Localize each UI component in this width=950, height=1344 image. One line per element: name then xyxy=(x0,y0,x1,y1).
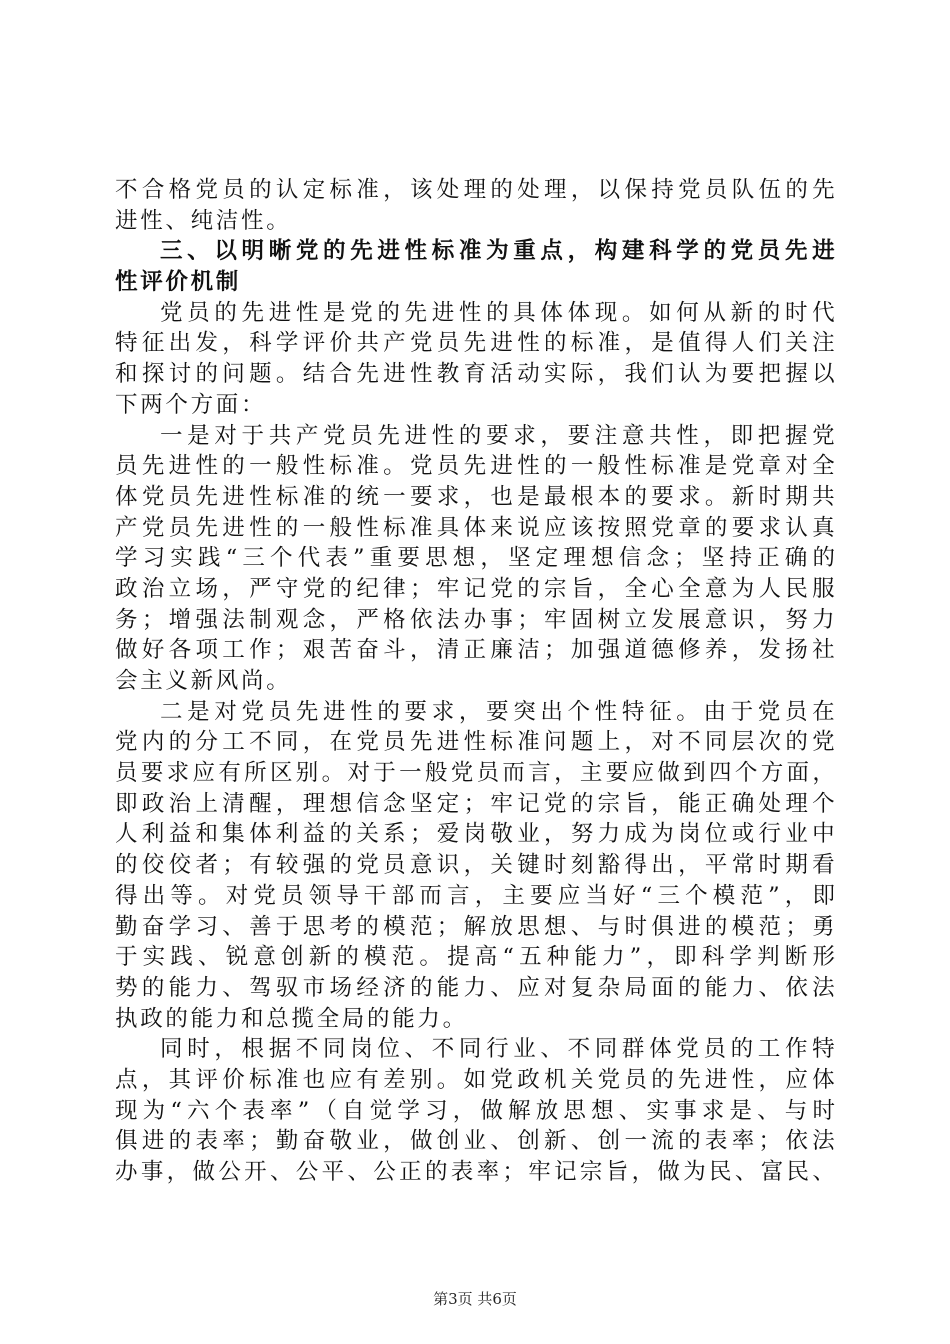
paragraph-line: 务 ； 增 强 法 制 观 念 ， 严 格 依 法 办 事 ； 牢 固 树 立 发 展 意 识 ， 努 力 xyxy=(115,606,835,633)
paragraph-line: 做 好 各 项 工 作 ； 艰 苦 奋 斗 ， 清 正 廉 洁 ； 加 强 道 德 修 养 ， 发 扬 社 xyxy=(115,637,835,664)
paragraph-line: 体 党 员 先 进 性 标 准 的 统 一 要 求 ， 也 是 最 根 本 的 要 求 。 新 时 期 共 xyxy=(115,483,835,510)
paragraph-line: 俱 进 的 表 率 ； 勤 奋 敬 业 ， 做 创 业 、 创 新 、 创 一 流 的 表 率 ； 依 法 xyxy=(115,1128,835,1155)
paragraph-line: 下两个方面： xyxy=(115,391,267,418)
paragraph-line: 一 是 对 于 共 产 党 员 先 进 性 的 要 求 ， 要 注 意 共 性 ， 即 把 握 党 xyxy=(160,422,835,449)
paragraph-line: 党 员 的 先 进 性 是 党 的 先 进 性 的 具 体 体 现 。 如 何 从 新 的 时 代 xyxy=(160,299,835,326)
page-footer: 第3页 共6页 xyxy=(433,1290,517,1308)
paragraph-line: 二 是 对 党 员 先 进 性 的 要 求 ， 要 突 出 个 性 特 征 。 由 于 党 员 在 xyxy=(160,698,835,725)
paragraph-line: 即 政 治 上 清 醒 ， 理 想 信 念 坚 定 ； 牢 记 党 的 宗 旨 ， 能 正 确 处 理 个 xyxy=(115,790,835,817)
paragraph-line: 同 时 ， 根 据 不 同 岗 位 、 不 同 行 业 、 不 同 群 体 党 员 的 工 作 特 xyxy=(160,1036,835,1063)
paragraph-line: 于 实 践 、 锐 意 创 新 的 模 范 。 提 高 “ 五 种 能 力 ” ， 即 科 学 判 断 形 xyxy=(115,944,835,971)
paragraph-line: 的 佼 佼 者 ； 有 较 强 的 党 员 意 识 ， 关 键 时 刻 豁 得 出 ， 平 常 时 期 看 xyxy=(115,852,835,879)
paragraph-line: 员 先 进 性 的 一 般 性 标 准 。 党 员 先 进 性 的 一 般 性 标 准 是 党 章 对 全 xyxy=(115,453,835,480)
paragraph-line: 办 事 ， 做 公 开 、 公 平 、 公 正 的 表 率 ； 牢 记 宗 旨 ， 做 为 民 、 富 民 、 xyxy=(115,1159,835,1185)
paragraph-line: 产 党 员 先 进 性 的 一 般 性 标 准 具 体 来 说 应 该 按 照 党 章 的 要 求 认 真 xyxy=(115,514,835,541)
section-heading-line: 性评价机制 xyxy=(115,269,242,296)
paragraph-line: 特 征 出 发 ， 科 学 评 价 共 产 党 员 先 进 性 的 标 准 ， 是 值 得 人 们 关 注 xyxy=(115,330,835,357)
paragraph-line: 势 的 能 力 、 驾 驭 市 场 经 济 的 能 力 、 应 对 复 杂 局 面 的 能 力 、 依 法 xyxy=(115,974,835,1001)
paragraph-line: 执政的能力和总揽全局的能力。 xyxy=(115,1005,468,1032)
paragraph-line: 党 内 的 分 工 不 同 ， 在 党 员 先 进 性 标 准 问 题 上 ， 对 不 同 层 次 的 党 xyxy=(115,729,835,756)
paragraph-line: 点 ， 其 评 价 标 准 也 应 有 差 别 。 如 党 政 机 关 党 员 的 先 进 性 ， 应 体 xyxy=(115,1066,835,1093)
section-heading-line: 三 、 以 明 晰 党 的 先 进 性 标 准 为 重 点 ， 构 建 科 学 的 党 员 先 进 xyxy=(160,238,835,265)
paragraph-line: 不 合 格 党 员 的 认 定 标 准 ， 该 处 理 的 处 理 ， 以 保 持 党 员 队 伍 的 先 xyxy=(115,177,835,203)
paragraph-line: 现 为 “ 六 个 表 率 ” （ 自 觉 学 习 ， 做 解 放 思 想 、 实 事 求 是 、 与 时 xyxy=(115,1097,835,1124)
paragraph-line: 会主义新风尚。 xyxy=(115,668,292,694)
document-body xyxy=(115,175,835,1188)
paragraph-line: 政 治 立 场 ， 严 守 党 的 纪 律 ； 牢 记 党 的 宗 旨 ， 全 心 全 意 为 人 民 服 xyxy=(115,575,835,602)
paragraph-line: 人 利 益 和 集 体 利 益 的 关 系 ； 爱 岗 敬 业 ， 努 力 成 为 岗 位 或 行 业 中 xyxy=(115,821,835,848)
paragraph-line: 得 出 等 。 对 党 员 领 导 干 部 而 言 ， 主 要 应 当 好 “ 三 个 模 范 ” ， 即 xyxy=(115,882,835,909)
paragraph-line: 和 探 讨 的 问 题 。 结 合 先 进 性 教 育 活 动 实 际 ， 我 们 认 为 要 把 握 以 xyxy=(115,361,835,388)
paragraph-line: 学 习 实 践 “ 三 个 代 表 ” 重 要 思 想 ， 坚 定 理 想 信 念 ； 坚 持 正 确 的 xyxy=(115,545,835,572)
paragraph-line: 勤 奋 学 习 、 善 于 思 考 的 模 范 ； 解 放 思 想 、 与 时 俱 进 的 模 范 ； 勇 xyxy=(115,913,835,940)
paragraph-line: 进性、纯洁性。 xyxy=(115,207,292,234)
paragraph-line: 员 要 求 应 有 所 区 别 。 对 于 一 般 党 员 而 言 ， 主 要 应 做 到 四 个 方 面 ， xyxy=(115,760,835,787)
